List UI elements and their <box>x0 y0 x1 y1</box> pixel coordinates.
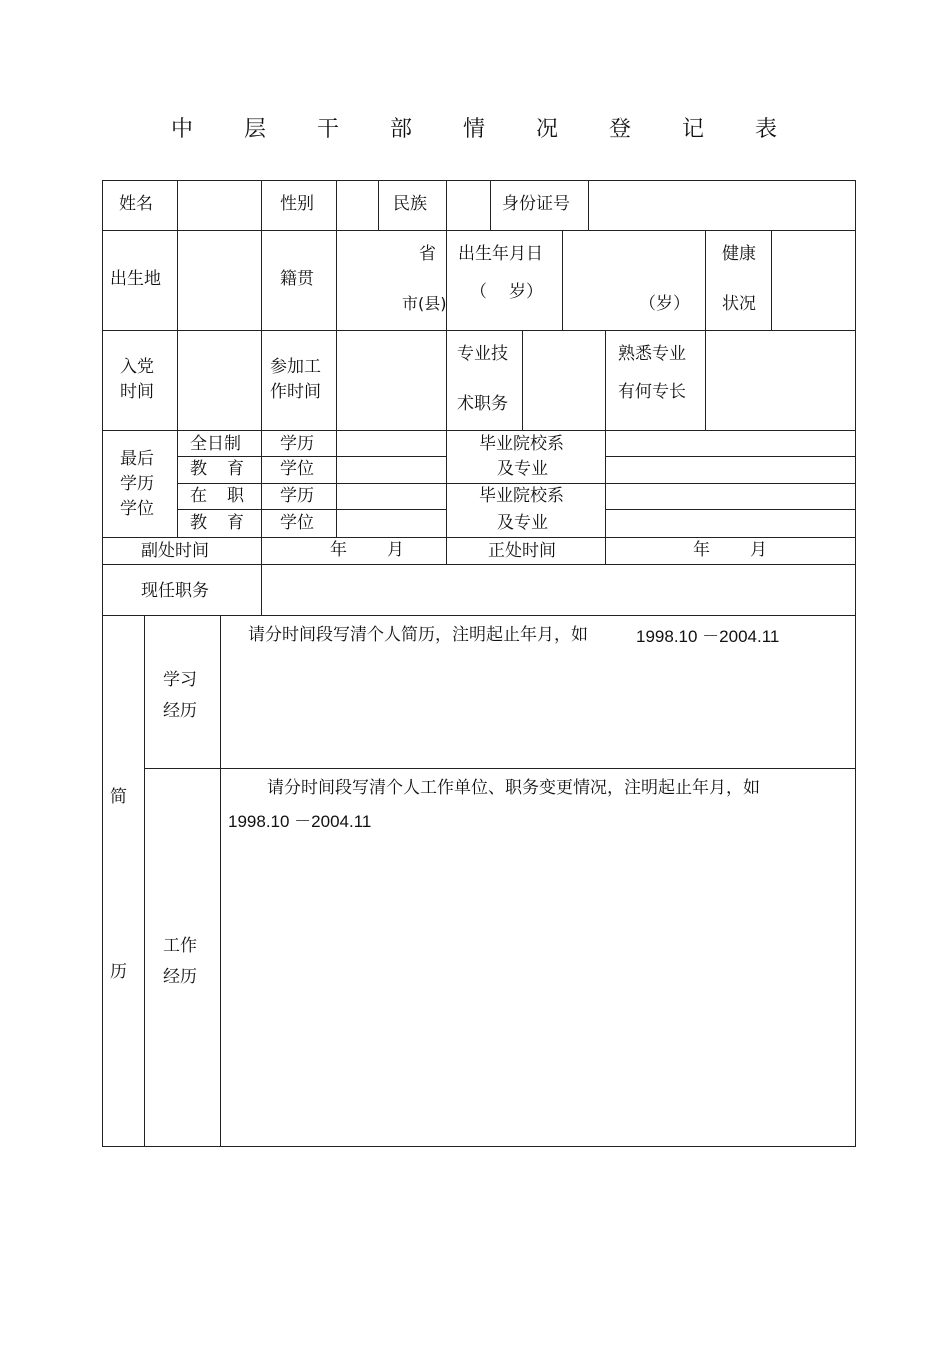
id-number-label: 身份证号 <box>502 194 570 214</box>
gender-label: 性别 <box>280 194 314 214</box>
party-date-field[interactable] <box>178 331 261 430</box>
col-line <box>336 230 337 331</box>
gender-field[interactable] <box>337 181 378 230</box>
col-line <box>378 180 379 231</box>
col-line <box>446 430 447 538</box>
health-field[interactable] <box>772 231 855 330</box>
inservice-edu-field[interactable] <box>337 484 446 509</box>
inservice-school-field[interactable] <box>606 484 855 537</box>
age-paren-right: 岁） <box>509 282 543 302</box>
study-history-note: 请分时间段写清个人简历，注明起止年月，如 <box>248 625 588 645</box>
inservice-degree-deg-label: 学位 <box>280 513 314 533</box>
form-title: 中 层 干 部 情 况 登 记 表 <box>171 117 799 142</box>
fulltime-label-2a: 教 <box>190 459 207 479</box>
study-history-example: 1998.10 －2004.11 <box>636 627 780 646</box>
col-line <box>446 230 447 331</box>
native-place-label: 籍贯 <box>280 269 314 289</box>
specialty-label-2: 有何专长 <box>618 382 686 402</box>
current-position-label: 现任职务 <box>141 581 209 601</box>
deputy-month-label: 月 <box>387 540 404 560</box>
deputy-date-field[interactable] <box>262 538 446 564</box>
col-line <box>177 430 178 538</box>
education-label-2: 学历 <box>120 474 154 494</box>
birth-date-label: 出生年月日 <box>458 244 543 264</box>
fulltime-degree-deg-label: 学位 <box>280 459 314 479</box>
study-history-label-2: 经历 <box>163 701 197 721</box>
birth-date-field[interactable] <box>563 231 705 330</box>
study-history-label-1: 学习 <box>163 670 197 690</box>
table-border-bottom <box>102 1146 856 1147</box>
name-field[interactable] <box>178 181 261 230</box>
work-start-field[interactable] <box>337 331 446 430</box>
inservice-label-1b: 职 <box>227 486 244 506</box>
fulltime-degree-edu-label: 学历 <box>280 434 314 454</box>
fulltime-school-field[interactable] <box>606 431 855 483</box>
work-history-label-2: 经历 <box>163 967 197 987</box>
birthplace-field[interactable] <box>178 231 261 330</box>
resume-label-1: 简 <box>110 787 127 807</box>
work-history-note: 请分时间段写清个人工作单位、职务变更情况，注明起止年月，如 <box>267 778 760 798</box>
inservice-label-2a: 教 <box>190 513 207 533</box>
age-paren-left: （ <box>470 282 487 302</box>
table-border-left <box>102 180 103 1147</box>
health-label-1: 健康 <box>722 244 756 264</box>
fulltime-label-2b: 育 <box>227 459 244 479</box>
inservice-label-1a: 在 <box>190 486 207 506</box>
table-border-right <box>855 180 856 1147</box>
chief-date-field[interactable] <box>606 538 855 564</box>
fulltime-school-label-2: 及专业 <box>497 459 548 479</box>
birthplace-label: 出生地 <box>110 269 161 289</box>
deputy-date-label: 副处时间 <box>141 541 209 561</box>
age-label: （岁） <box>639 294 690 314</box>
health-label-2: 状况 <box>722 294 756 314</box>
col-line <box>261 230 262 331</box>
col-line <box>446 330 447 431</box>
work-start-label-1: 参加工 <box>270 357 321 377</box>
education-label-3: 学位 <box>120 499 154 519</box>
tech-title-field[interactable] <box>523 331 605 430</box>
fulltime-label-1: 全日制 <box>190 434 241 454</box>
inservice-deg-field[interactable] <box>337 510 446 537</box>
inservice-degree-edu-label: 学历 <box>280 486 314 506</box>
tech-title-label-2: 术职务 <box>457 394 508 414</box>
fulltime-deg-field[interactable] <box>337 457 446 483</box>
work-history-field[interactable] <box>221 769 855 1146</box>
ethnicity-field[interactable] <box>447 181 490 230</box>
work-history-example: 1998.10 －2004.11 <box>228 812 372 831</box>
chief-date-label: 正处时间 <box>488 541 556 561</box>
col-line <box>261 430 262 538</box>
fulltime-edu-field[interactable] <box>337 431 446 456</box>
col-line <box>605 330 606 431</box>
col-line <box>144 615 145 1147</box>
ethnicity-label: 民族 <box>393 194 427 214</box>
chief-month-label: 月 <box>750 540 767 560</box>
party-date-label-2: 时间 <box>120 382 154 402</box>
study-history-field[interactable] <box>221 616 855 768</box>
col-line <box>261 330 262 431</box>
specialty-field[interactable] <box>706 331 855 430</box>
education-label-1: 最后 <box>120 449 154 469</box>
id-number-field[interactable] <box>589 181 855 230</box>
col-line <box>490 180 491 231</box>
resume-label-2: 历 <box>110 962 127 982</box>
province-label: 省 <box>419 244 436 264</box>
tech-title-label-1: 专业技 <box>457 344 508 364</box>
work-history-label-1: 工作 <box>163 936 197 956</box>
current-position-field[interactable] <box>262 565 855 615</box>
col-line <box>705 230 706 331</box>
party-date-label-1: 入党 <box>120 357 154 377</box>
deputy-year-label: 年 <box>330 540 347 560</box>
chief-year-label: 年 <box>693 540 710 560</box>
specialty-label-1: 熟悉专业 <box>618 344 686 364</box>
city-county-label: 市(县) <box>402 294 447 313</box>
inservice-school-label-2: 及专业 <box>497 513 548 533</box>
col-line <box>446 537 447 565</box>
inservice-school-label-1: 毕业院校系 <box>479 486 564 506</box>
inservice-label-2b: 育 <box>227 513 244 533</box>
col-line <box>261 180 262 231</box>
fulltime-school-label-1: 毕业院校系 <box>479 434 564 454</box>
work-start-label-2: 作时间 <box>270 382 321 402</box>
name-label: 姓名 <box>119 194 153 214</box>
